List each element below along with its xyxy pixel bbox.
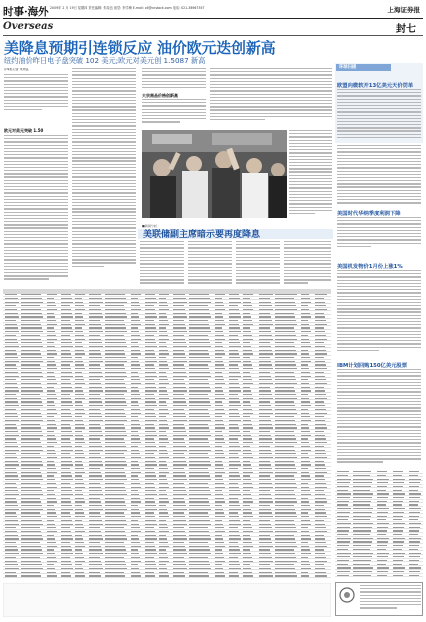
page-number: 封七: [396, 24, 416, 35]
feature-text-col3: [236, 241, 280, 287]
table-row: [3, 574, 331, 578]
brief-text-2: [337, 217, 421, 250]
section-title-en: Overseas: [3, 21, 54, 32]
section-title: 时事·海外: [3, 6, 49, 18]
brief-title-1[interactable]: 欧盟向微软开13亿美元天价罚单: [337, 83, 414, 89]
brief-text-3: [337, 270, 421, 356]
col4-text-top: [210, 68, 332, 128]
col3-subtitle: 大宗商品价格创新高: [142, 93, 178, 98]
col3-text-mid: [142, 99, 206, 128]
sub-headline: 纽约油价昨日电子盘突破 102 美元;欧元对美元创 1.5087 新高: [4, 56, 206, 65]
byline: ◎本报记者 朱周良: [4, 68, 29, 71]
left-col-subtitle: 欧元对美元突破 1.50: [4, 128, 44, 133]
feature-title[interactable]: 美联储副主席暗示要再度降息: [143, 230, 261, 240]
col2-text: [72, 68, 136, 287]
stock-table: [3, 293, 331, 581]
brief-text-4: [337, 369, 421, 467]
header-rule: [3, 18, 423, 19]
newspaper-name: 上海证券报: [387, 6, 420, 14]
bottom-ad-text: [360, 585, 421, 613]
trading-floor-photo: [142, 130, 287, 218]
news-brief-tag-label: 环球扫描: [339, 65, 357, 70]
feature-text-col1: [140, 241, 184, 287]
right-stock-table: [335, 470, 423, 580]
feature-text-col2: [188, 241, 232, 287]
left-col-text-2: [4, 135, 68, 287]
header-rule-2: [3, 35, 423, 36]
main-headline[interactable]: 美降息预期引连锁反应 油价欧元迭创新高: [4, 39, 276, 57]
ad-logo-icon: [337, 586, 357, 604]
feature-kicker: ■新闻分析: [142, 224, 157, 228]
brief-text-1: [337, 89, 421, 141]
brief-text-1b: [337, 145, 421, 207]
table-row: [335, 574, 423, 578]
brief-title-4[interactable]: IBM计划回购150亿美元股票: [337, 363, 408, 369]
col4-text-photo-side: [289, 130, 332, 218]
col3-text-top: [142, 68, 206, 92]
feature-text-col4: [284, 241, 331, 287]
brief-title-3[interactable]: 美国机发物价1月份上涨1%: [337, 264, 403, 270]
bottom-table-strip: [3, 583, 331, 617]
brief-title-2[interactable]: 美国时代华纳季度利润下降: [337, 211, 401, 217]
header-info: 2009年 2 月 19日 星期四 责任编辑: 朱周良 视觉: 李学梅 E-mail: zll@cnstock.com 电话: 021-38967557: [50, 6, 205, 10]
left-col-text-1: [4, 74, 68, 128]
